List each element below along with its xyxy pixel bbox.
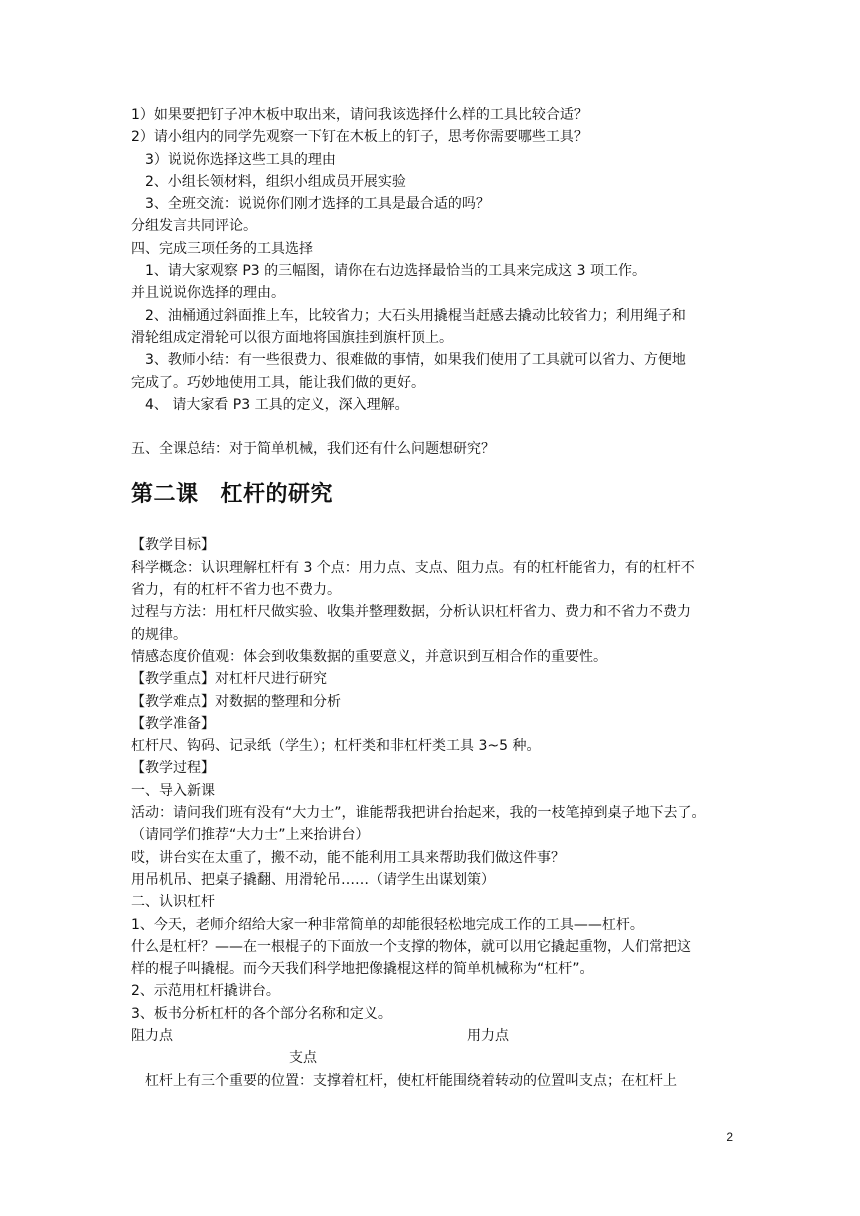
effort-point-label: 用力点 (467, 1027, 509, 1044)
lesson-heading (131, 478, 735, 512)
paragraph-line: 杠杆尺、钩码、记录纸（学生）；杠杆类和非杠杆类工具 3~5 种。 (131, 738, 541, 755)
paragraph-line: 活动：请问我们班有没有“大力士”，谁能帮我把讲台抬起来，我的一枝笔掉到桌子地下去了。 (131, 805, 706, 822)
paragraph-line: 2）请小组内的同学先观察一下钉在木板上的钉子，思考你需要哪些工具？ (131, 129, 588, 146)
paragraph-line: 3）说说你选择这些工具的理由 (145, 151, 336, 168)
teaching-process-label: 【教学过程】 (131, 760, 215, 777)
paragraph-line: 什么是杠杆？——在一根棍子的下面放一个支撑的物体，就可以用它撬起重物，人们常把这 (131, 938, 691, 955)
paragraph-line: 滑轮组成定滑轮可以很方面地将国旗挂到旗杆顶上。 (131, 329, 453, 346)
paragraph-line: 完成了。巧妙地使用工具，能让我们做的更好。 (131, 374, 425, 391)
page-content (131, 104, 735, 1092)
section-heading-four: 四、完成三项任务的工具选择 (131, 240, 313, 257)
paragraph-line: 3、板书分析杠杆的各个部分名称和定义。 (131, 1005, 392, 1022)
paragraph-line: 过程与方法：用杠杆尺做实验、收集并整理数据，分析认识杠杆省力、费力和不省力不费力 (131, 604, 691, 621)
paragraph-line: 3、教师小结：有一些很费力、很难做的事情，如果我们使用了工具就可以省力、方便地 (145, 352, 686, 369)
paragraph-line: 3、全班交流：说说你们刚才选择的工具是最合适的吗？ (145, 196, 490, 213)
resistance-point-label: 阻力点 (131, 1027, 173, 1044)
paragraph-line: 哎，讲台实在太重了，搬不动，能不能利用工具来帮助我们做这件事？ (131, 849, 565, 866)
paragraph-line: 并且说说你选择的理由。 (131, 285, 285, 302)
paragraph-line: 用吊机吊、把桌子撬翻、用滑轮吊……（请学生出谋划策） (131, 871, 495, 888)
lever-diagram-row-2 (131, 1047, 735, 1069)
paragraph-line: 2、示范用杠杆撬讲台。 (131, 983, 280, 1000)
paragraph-line: 分组发言共同评论。 (131, 218, 257, 235)
teaching-difficulty-line: 【教学难点】对数据的整理和分析 (131, 693, 341, 710)
paragraph-line: 2、小组长领材料，组织小组成员开展实验 (145, 173, 406, 190)
paragraph-line: 4、 请大家看 P3 工具的定义，深入理解。 (145, 396, 409, 413)
teaching-focus-line: 【教学重点】对杠杆尺进行研究 (131, 671, 327, 688)
lesson-title: 杠杆的研究 (220, 482, 334, 508)
paragraph-line: 样的棍子叫撬棍。而今天我们科学地把像撬棍这样的简单机械称为“杠杆”。 (131, 961, 594, 978)
page-number: 2 (726, 1130, 733, 1144)
fulcrum-label: 支点 (289, 1050, 317, 1067)
section-heading-one: 一、导入新课 (131, 782, 215, 799)
teaching-preparation-label: 【教学准备】 (131, 715, 215, 732)
paragraph-line: 1、请大家观察 P3 的三幅图，请你在右边选择最恰当的工具来完成这 3 项工作。 (145, 263, 646, 280)
teaching-goal-label: 【教学目标】 (131, 537, 215, 554)
lever-diagram-row-1 (131, 1025, 735, 1047)
paragraph-line: 情感态度价值观：体会到收集数据的重要意义，并意识到互相合作的重要性。 (131, 648, 607, 665)
summary-line: 五、全课总结：对于简单机械，我们还有什么问题想研究？ (131, 441, 495, 458)
paragraph-line: 科学概念：认识理解杠杆有 3 个点：用力点、支点、阻力点。有的杠杆能省力，有的杠杆不 (131, 559, 695, 576)
paragraph-line: （请同学们推荐“大力士”上来抬讲台） (131, 827, 370, 844)
paragraph-line: 杠杆上有三个重要的位置：支撑着杠杆，使杠杆能围绕着转动的位置叫支点；在杠杆上 (145, 1072, 677, 1089)
paragraph-line: 的规律。 (131, 626, 187, 643)
lesson-number: 第二课 (131, 482, 199, 508)
paragraph-line: 2、油桶通过斜面推上车，比较省力；大石头用撬棍当赶感去撬动比较省力；利用绳子和 (145, 307, 686, 324)
paragraph-line: 1、今天，老师介绍给大家一种非常简单的却能很轻松地完成工作的工具——杠杆。 (131, 916, 644, 933)
section-heading-two: 二、认识杠杆 (131, 894, 215, 911)
paragraph-line: 1）如果要把钉子冲木板中取出来，请问我该选择什么样的工具比较合适？ (131, 107, 588, 123)
paragraph-line: 省力，有的杠杆不省力也不费力。 (131, 582, 341, 599)
